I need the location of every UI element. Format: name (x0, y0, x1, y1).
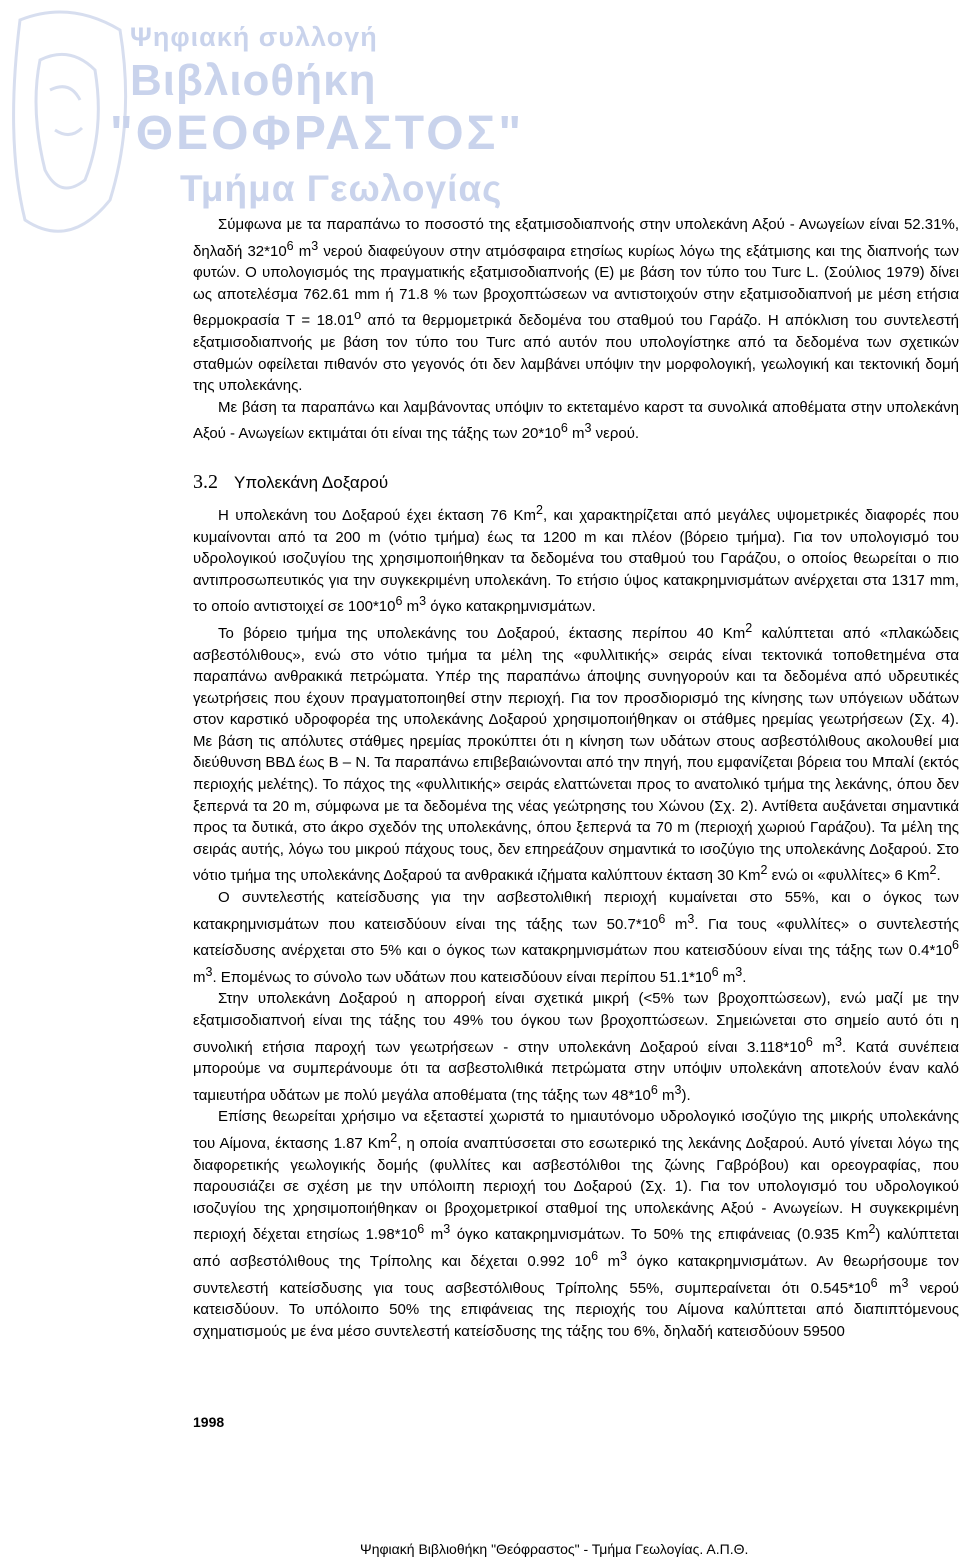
watermark-line-4: Τμήμα Γεωλογίας (180, 168, 503, 209)
watermark-line-3: "ΘΕΟΦΡΑΣΤΟΣ" (110, 107, 525, 160)
footer-text: Ψηφιακή Βιβλιοθήκη "Θεόφραστος" - Τμήμα Γεωλογίας. Α.Π.Θ. (360, 1541, 749, 1557)
paragraph-1: Σύμφωνα με τα παραπάνω το ποσοστό της εξατμισοδιαπνοής στην υπολεκάνη Αξού - Ανωγείων είναι 52.31%, δηλαδή $32*10^6$ $m^3$ νερού διαφεύγουν στην ατμόσφαιρα ετησίως κυρίως λόγω της εξάτμισης και της διαπνοής των φυτών. Ο υπολογισμός της πραγματικής εξατμισοδιαπνοής (Ε) με βάση τον τύπο του Turc L. (Σούλιος 1979) δίνει ως αποτελέσμα 762.61 mm ή 71.8 % των βροχοπτώσεων να αντιστοιχούν στην εξατμισοδιαπνοή με μέση ετήσια θερμοκρασία $T = 18.01^o$ από τα θερμομετρικά δεδομένα του σταθμού του Γαράζο. Η απόκλιση του συντελεστή εξατμισοδιαπνοής με βάση τον τύπο του Turc από αυτόν που υπολογίστηκε από τα δεδομένα των σχετικών σταθμών οφείλεται πιθανόν στο γεγονός ότι δεν λαμβάνει υπόψιν την μορφολογική, γεωλογική και τεκτονική δομή της υπολεκάνης. (193, 216, 959, 395)
section-paragraph-3: Ο συντελεστής κατείσδυσης για την ασβεστολιθική περιοχή κυμαίνεται στο 55%, και ο όγκος των κατακρημνισμάτων που κατεισδύουν είναι της τάξης των $50.7*10^6$ $m^3$. Για τους «φυλλίτες» ο συντελεστής κατείσδυσης ανέρχεται στο 5% και ο όγκος των κατακρημνισμάτων που κατεισδύουν είναι της τάξης των $0.4*10^6$ $m^3$. Επομένως το σύνολο των υδάτων που κατεισδύουν είναι περίπου $51.1*10^6$ $m^3$. (193, 889, 959, 986)
section-number: 3.2 (193, 470, 218, 493)
section-paragraph-4: Στην υπολεκάνη Δοξαρού η απορροή είναι σχετικά μικρή (<5% των βροχοπτώσεων), ενώ μαζί με την εξατμισοδιαπνοή είναι της τάξης του 49% του όγκου των βροχοπτώσεων. Σημειώνεται στο σημείο αυτό ότι η συνολική ετήσια παροχή των γεωτρήσεων - στην υπολεκάνη Δοξαρού είναι $3.118*10^6$ $m^3$. Κατά συνέπεια μπορούμε να συμπεράνουμε ότι τα ασβεστολιθικά πετρώματα στην υπόψιν υπολεκάνη αποτελούν έναν καλό ταμιευτήρα υδάτων με πολύ μεγάλα αποθέματα (της τάξης των $48*10^6$ $m^3$). (193, 990, 959, 1104)
document-body (193, 214, 959, 1342)
section-paragraph-1: Η υπολεκάνη του Δοξαρού έχει έκταση 76 Km$^2$, και χαρακτηρίζεται από μεγάλες υψομετρικές διαφορές που κυμαίνονται από τα 200 m (νότιο τμήμα) έως τα 1200 m και πλέον (βόρειο τμήμα). Για τον υπολογισμό του υδρολογικού ισοζυγίου της χρησιμοποιήθηκαν τα δεδομένα του σταθμού του Γαράζου, ο οποίος θεωρείται ο πιο αντιπροσωπευτικός για την συγκεκριμένη υπολεκάνη. Το ετήσιο ύψος κατακρημνισμάτων ανέρχεται στα 1317 mm, το οποίο αντιστοιχεί σε $100*10^6$ $m^3$ όγκο κατακρημνισμάτων. (193, 502, 959, 616)
seal-watermark-image (0, 0, 140, 260)
section-heading (193, 469, 959, 496)
page-number: 1998 (193, 1414, 225, 1430)
paragraph-gap (193, 445, 959, 463)
watermark-line-2: Βιβλιοθήκη (130, 56, 377, 105)
section-paragraph-2: Το βόρειο τμήμα της υπολεκάνης του Δοξαρού, έκτασης περίπου 40 Km$^2$ καλύπτεται από «πλακώδεις ασβεστόλιθους», ενώ στο νότιο τμήμα τα μέλη της «φυλλιτικής» σειράς είναι τεκτονικά τοποθετημένα στα παραπάνω ανθρακικά πετρώματα. Υπέρ της παραπάνω άποψης συνηγορούν και τα δεδομένα από υδρευτικές γεωτρήσεις που έχουν πραγματοποιηθεί στην περιοχή. Για τον προσδιορισμό της κίνησης των υπόγειων υδάτων στον καρστικό υδροφορέα της υπολεκάνης Δοξαρού χρησιμοποιήθηκαν οι στάθμες ηρεμίας γεωτρήσεων (Σχ. 4). Με βάση τις απόλυτες στάθμες ηρεμίας προκύπτει ότι η κίνηση των υδάτων στους ασβεστόλιθους ακολουθεί μια διεύθυνση ΒΒΔ έως Β – Ν. Τα παραπάνω επιβεβαιώνονται από την πηγή, που εμφανίζεται βόρεια του Μπαλί (εκτός περιοχής μελέτης). Το πάχος της «φυλλιτικής» σειράς ελαττώνεται προς το ανατολικό τμήμα της λεκάνης, όπου δεν ξεπερνά τα 20 m, σύμφωνα με τα δεδομένα της νέας γεώτρησης του Χώνου (Σχ. 2). Αντίθετα αυξάνεται σημαντικά προς τα δυτικά, στο άκρο σχεδόν της υπολεκάνης, όπου ξεπερνά τα 70 m (περιοχή χωριού Γαράζου). Τα μέλη της σειράς αυτής, λόγω του μικρού πάχους τους, δεν επηρεάζουν σημαντικά το ισοζύγιο της υπολεκάνης Δοξαρού. Στο νότιο τμήμα της υπολεκάνης Δοξαρού τα ανθρακικά ιζήματα καλύπτουν έκταση 30 Km$^2$ ενώ οι «φυλλίτες» 6 Km$^2$. (193, 620, 959, 885)
section-paragraph-5: Επίσης θεωρείται χρήσιμο να εξεταστεί χωριστά το ημιαυτόνομο υδρολογικό ισοζύγιο της μικρής υπολεκάνης του Αίμονα, έκτασης 1.87 Km$^2$, η οποία αναπτύσσεται στο εσωτερικό της λεκάνης Δοξαρού. Αυτό γίνεται λόγω της διαφορετικής γεωλογικής δομής (φυλλίτες και ασβεστόλιθοι της ζώνης Γαβρόβου) και ορεογραφίας, που παρουσιάζει σε σχέση με την υπόλοιπη περιοχή του Δοξαρού (Σχ. 1). Για τον υπολογισμό του υδρολογικού ισοζυγίου της χρησιμοποιήθηκαν οι βροχομετρικοί σταθμοί της υπολεκάνης Αξού - Ανωγείων. Η συγκεκριμένη περιοχή δέχεται ετησίως $1.98*10^6$ $m^3$ όγκο κατακρημνισμάτων. Το 50% της επιφάνειας (0.935 Km$^2$) καλύπτεται από ασβεστόλιθους της Τρίπολης και δέχεται 0.992 $10^6$ $m^3$ όγκο κατακρημνισμάτων. Αν θεωρήσουμε τον συντελεστή κατείσδυσης για τους ασβεστόλιθους Τρίπολης 55%, συμπεραίνεται ότι $0.545*10^6$ $m^3$ νερού κατεισδύουν. Το υπόλοιπο 50% της επιφάνειας της περιοχής του Αίμονα καλύπτεται από διαπιπτόμενους σχηματισμούς με ένα μέσο συντελεστή κατείσδυσης της τάξης του 6%, δηλαδή κατεισδύουν 59500 (193, 1108, 960, 1340)
watermark-line-1: Ψηφιακή συλλογή (130, 22, 378, 52)
paragraph-2: Με βάση τα παραπάνω και λαμβάνοντας υπόψιν το εκτεταμένο καρστ τα συνολικά αποθέματα στην υπολεκάνη Αξού - Ανωγείων εκτιμάται ότι είναι της τάξης των $20*10^6$ $m^3$ νερού. (193, 398, 959, 443)
section-title: Υπολεκάνη Δοξαρού (234, 472, 389, 492)
